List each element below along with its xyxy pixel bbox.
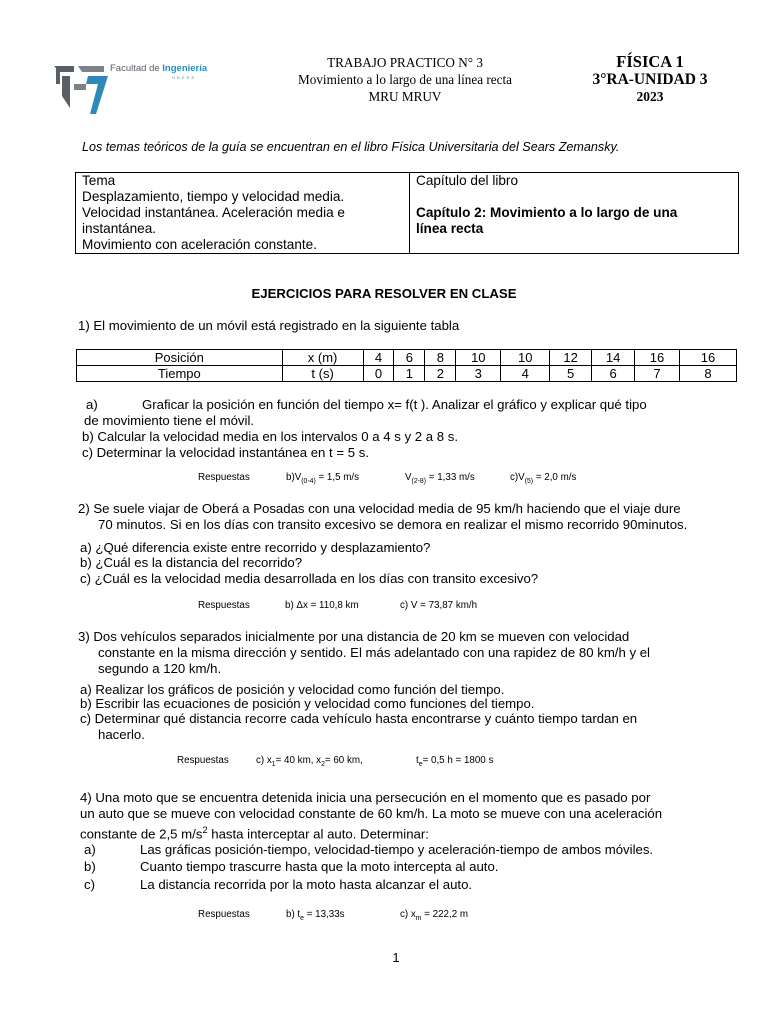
ex1-answer-c: $c)V_{(5)} = 2,0$ m/s — [510, 472, 577, 485]
ex2-answers-label: Respuestas — [198, 600, 250, 611]
document-header — [270, 54, 540, 105]
ex3-answers-label: Respuestas — [177, 755, 229, 766]
ex1-item-a: Graficar la posición en función del tiempo x= f(t ). Analizar el gráfico y explicar qué tipo — [142, 397, 647, 412]
ex4-item-b-label: b) — [84, 859, 96, 874]
ex3-statement-3: segundo a 120 km/h. — [98, 661, 222, 676]
ex3-item-a: a) Realizar los gráficos de posición y velocidad como función del tiempo. — [80, 682, 505, 697]
ex4-answer-c: c) $x_m = 222,2$ m — [400, 909, 469, 922]
header-line-3: MRU MRUV — [368, 89, 442, 104]
chapter-title: Capítulo 2: Movimiento a lo largo de una línea recta — [416, 205, 678, 236]
ex2-statement-1: 2) Se suele viajar de Oberá a Posadas con una velocidad media de 95 km/h haciendo que el viaje dure — [78, 501, 681, 516]
topic-line: Movimiento con aceleración constante. — [82, 237, 317, 252]
topic-line: instantánea. — [82, 221, 157, 236]
ex1-item-b: b) Calcular la velocidad media en los intervalos 0 a 4 s y 2 a 8 s. — [82, 429, 459, 444]
logo-subtext: OBERÁ — [172, 75, 197, 80]
ex3-statement-1: 3) Dos vehículos separados inicialmente por una distancia de 20 km se mueven con velocidad — [78, 629, 630, 644]
ex1-item-c: c) Determinar la velocidad instantánea en t = 5 s. — [82, 445, 369, 460]
ex3-answer-t: $t_e= 0,5$ h = 1800 s — [416, 755, 494, 768]
ex1-item-a-label: a) — [86, 397, 98, 412]
ex4-item-a-label: a) — [84, 842, 96, 857]
page-number: 1 — [392, 950, 400, 965]
ex3-answer-c: c) $x_1= 40$ km, $x_2= 60$ km, — [256, 755, 363, 768]
ex2-statement-2: 70 minutos. Si en los días con transito excesivo se demora en realizar el mismo recorrido 90minutos. — [98, 517, 688, 532]
ex3-item-c: c) Determinar qué distancia recorre cada vehículo hasta encontrarse y cuánto tiempo tardan en — [80, 711, 638, 726]
topic-line: Velocidad instantánea. Aceleración media e — [82, 205, 345, 220]
logo-text: Facultad de Ingeniería — [110, 63, 208, 74]
section-title: EJERCICIOS PARA RESOLVER EN CLASE — [251, 286, 517, 301]
ex1-answers-label: Respuestas — [198, 472, 250, 483]
intro-text: Los temas teóricos de la guía se encuentran en el libro Física Universitaria del Sears Zemansky. — [82, 140, 620, 154]
ex4-item-b: Cuanto tiempo trascurre hasta que la moto intercepta al auto. — [140, 859, 499, 874]
chapter-header: Capítulo del libro — [416, 173, 519, 188]
faculty-logo-mark-icon — [52, 58, 112, 116]
header-line-2: Movimiento a lo largo de una línea recta — [298, 72, 512, 87]
chapter-column — [410, 173, 740, 253]
ex2-answer-c: c) V = 73,87 km/h — [400, 600, 478, 611]
subject-header — [580, 52, 720, 105]
table-row: Posición x (m) 4 6 8 10 10 12 14 16 16 — [77, 350, 737, 366]
year-label: 2023 — [636, 89, 664, 104]
ex1-answer-v: $V_{(2-8)} = 1,33$ m/s — [405, 472, 475, 485]
ex1-answer-b: $b)V_{(0-4)} = 1,5$ m/s — [286, 472, 360, 485]
ex1-statement: 1) El movimiento de un móvil está registrado en la siguiente tabla — [78, 318, 460, 333]
unit-label: 3°RA-UNIDAD 3 — [592, 71, 708, 88]
ex4-answers-label: Respuestas — [198, 909, 250, 920]
topic-line: Desplazamiento, tiempo y velocidad media. — [82, 189, 345, 204]
ex2-item-c: c) ¿Cuál es la velocidad media desarrollada en los días con transito excesivo? — [80, 571, 539, 586]
table-row: Tiempo t (s) 0 1 2 3 4 5 6 7 8 — [77, 366, 737, 382]
ex4-statement-1: 4) Una moto que se encuentra detenida inicia una persecución en el momento que es pasado por — [80, 790, 651, 805]
ex3-item-b: b) Escribir las ecuaciones de posición y velocidad como funciones del tiempo. — [80, 696, 535, 711]
ex2-answer-b: b) Δx = 110,8 km — [285, 600, 359, 611]
ex3-item-c-cont: hacerlo. — [98, 727, 145, 742]
ex1-data-table — [76, 349, 737, 382]
ex1-item-a-cont: de movimiento tiene el móvil. — [84, 413, 255, 428]
faculty-logo — [52, 58, 227, 116]
ex3-statement-2: constante en la misma dirección y sentido. El más adelantado con una rapidez de 80 km/h y el — [98, 645, 650, 660]
topics-column — [76, 173, 410, 253]
subject-name: FÍSICA 1 — [616, 52, 684, 71]
ex4-statement-3: constante de 2,5 $m/s^2$ hasta interceptar al auto. Determinar: — [80, 825, 429, 842]
ex4-statement-2: un auto que se mueve con velocidad constante de 60 km/h. La moto se mueve con una aceleración — [80, 806, 663, 821]
ex2-item-a: a) ¿Qué diferencia existe entre recorrido y desplazamiento? — [80, 540, 431, 555]
ex4-item-c: La distancia recorrida por la moto hasta alcanzar el auto. — [140, 877, 473, 892]
topics-table — [75, 172, 739, 254]
ex4-item-c-label: c) — [84, 877, 95, 892]
ex2-item-b: b) ¿Cuál es la distancia del recorrido? — [80, 555, 303, 570]
ex4-answer-b: b) $t_e = 13,33s$ — [286, 909, 345, 922]
header-line-1: TRABAJO PRACTICO N° 3 — [327, 55, 483, 70]
ex4-item-a: Las gráficas posición-tiempo, velocidad-tiempo y aceleración-tiempo de ambos móviles. — [140, 842, 654, 857]
topics-header: Tema — [82, 173, 116, 188]
